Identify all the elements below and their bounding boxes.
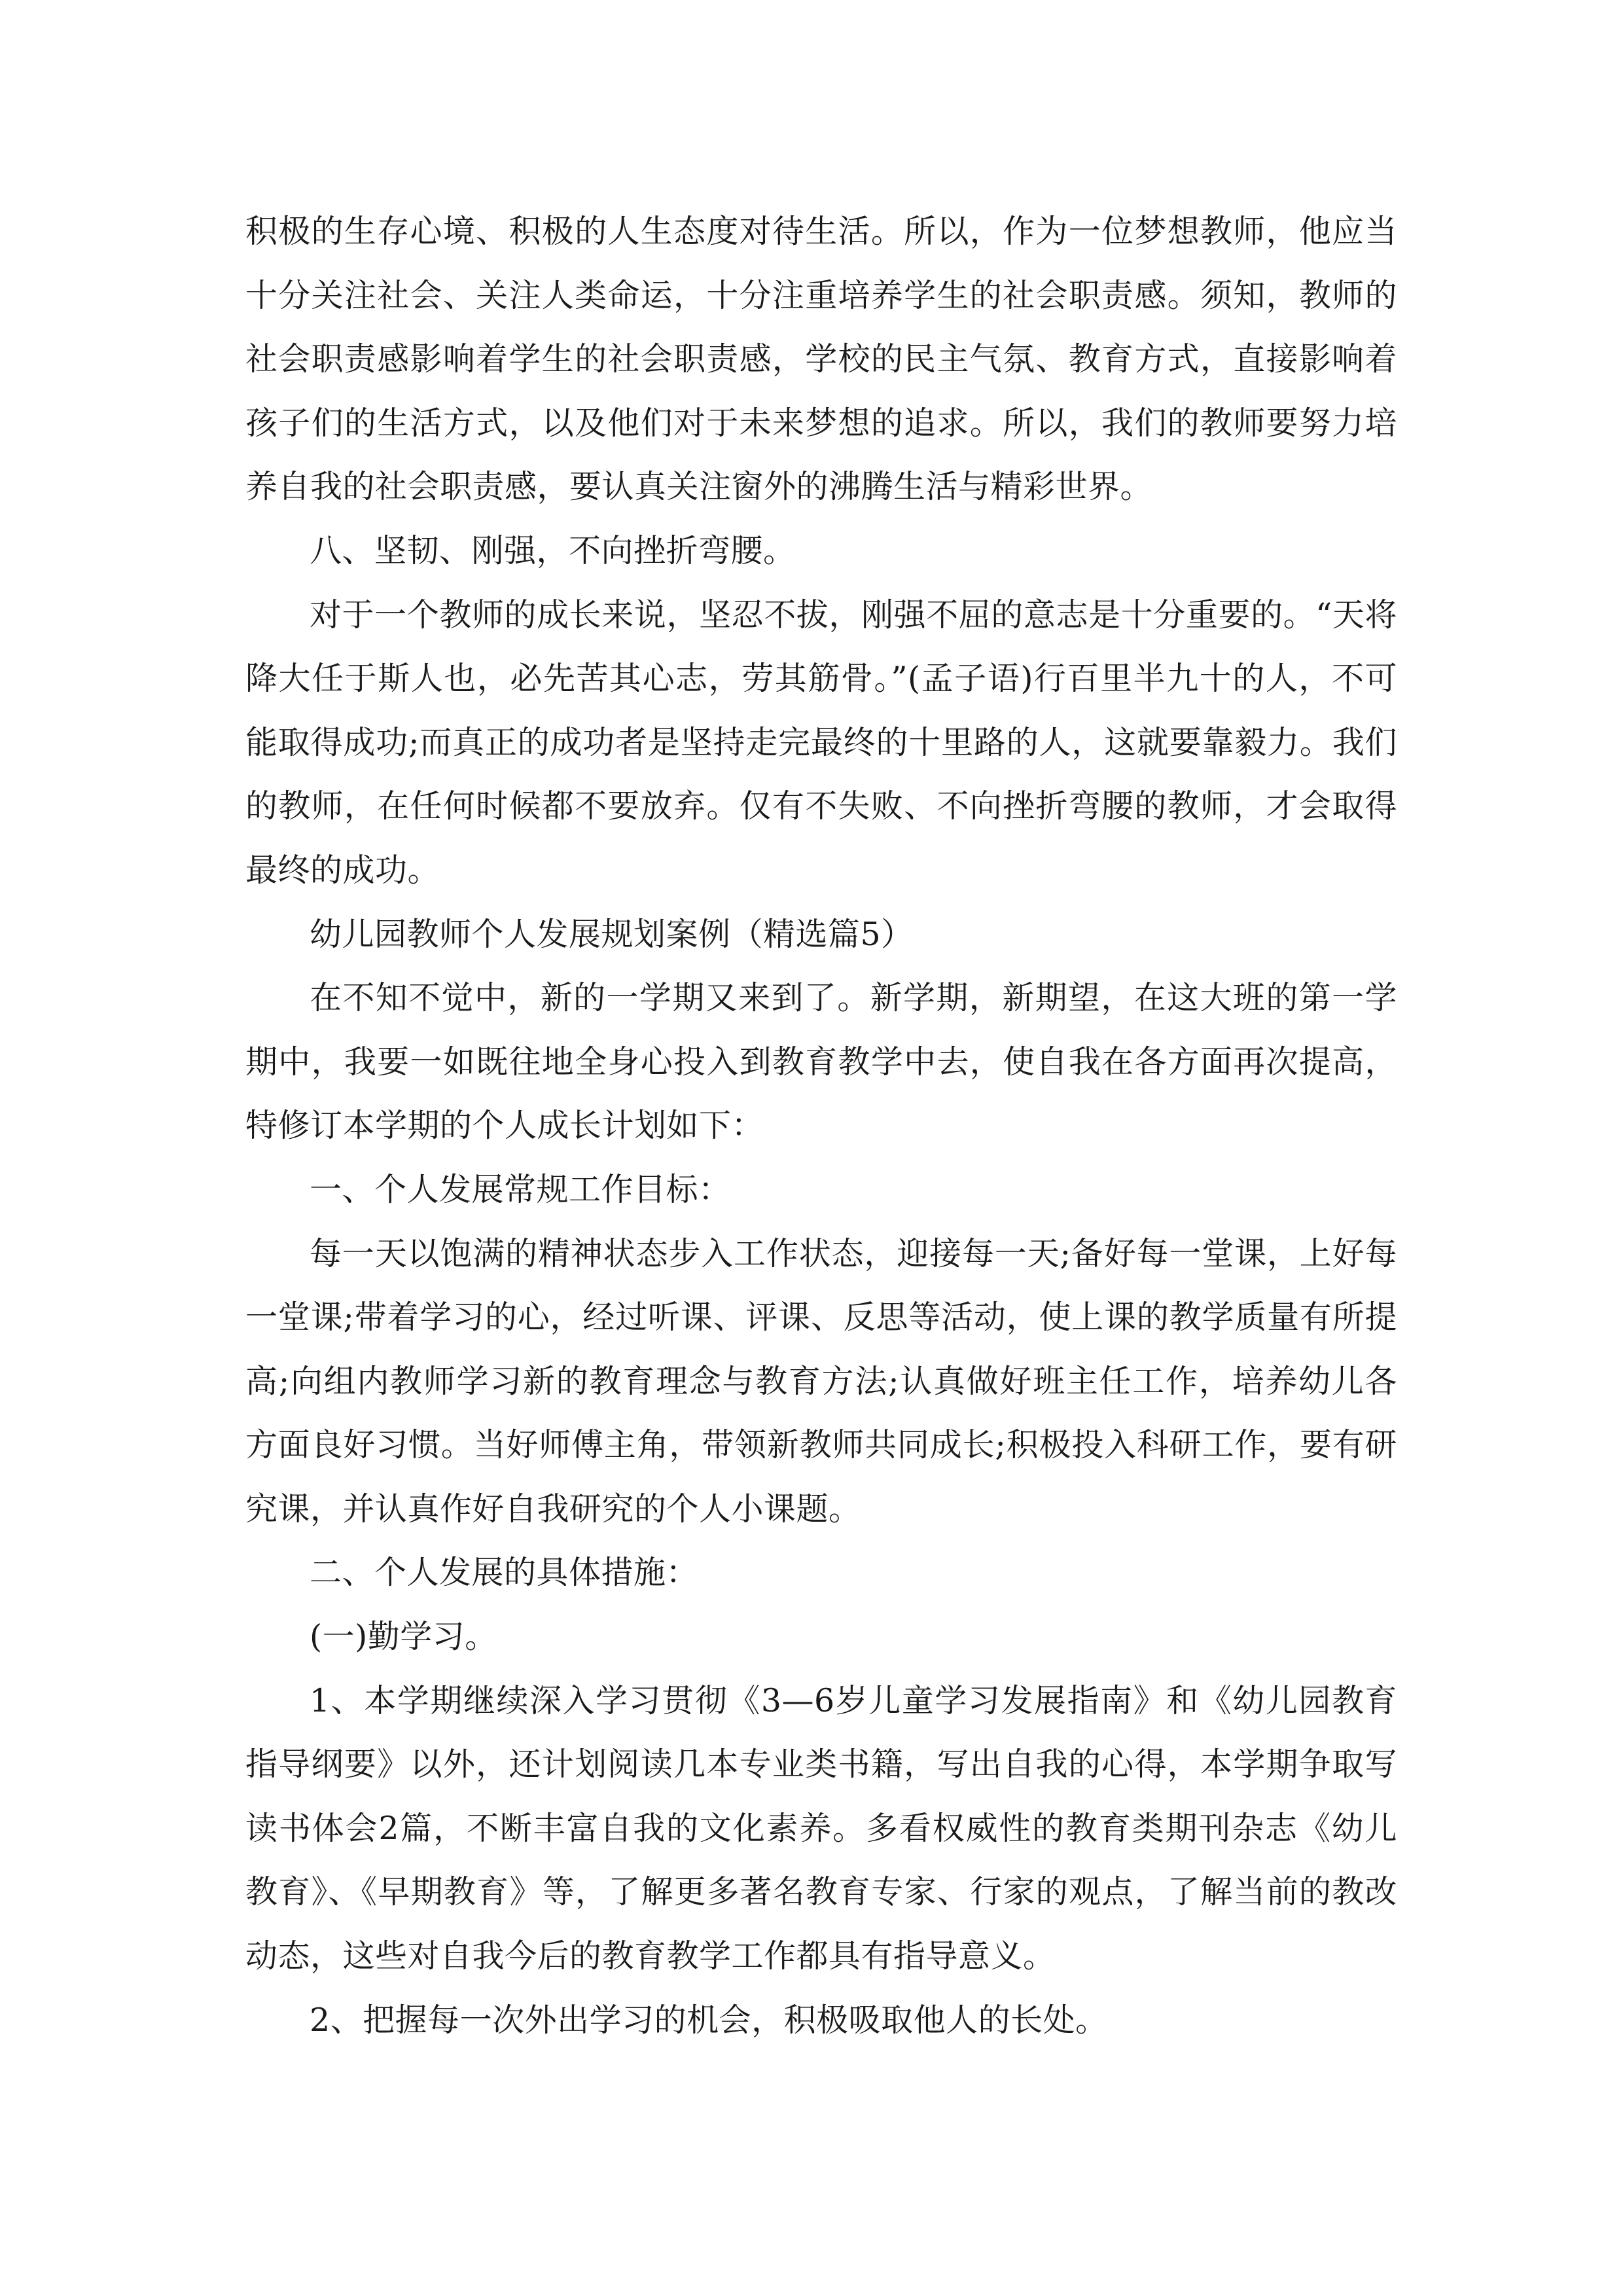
paragraph-study-plan: 1、本学期继续深入学习贯彻《3—6岁儿童学习发展指南》和《幼儿园教育指导纲要》以外，还计划阅读几本专业类书籍，写出自我的心得，本学期争取写读书体会2篇，不断丰富自我的文化素养。多看权威性的教育类期刊杂志《幼儿教育》、《早期教育》等，了解更多著名教育专家、行家的观点，了解当前的教改动态，这些对自我今后的教育教学工作都具有指导意义。 xyxy=(245,1681,1397,1975)
heading-specific-measures: 二、个人发展的具体措施： xyxy=(310,1554,699,1592)
paragraph-external-learning: 2、把握每一次外出学习的机会，积极吸取他人的长处。 xyxy=(310,2001,1108,2039)
heading-case-five: 幼儿园教师个人发展规划案例（精选篇5） xyxy=(310,915,914,953)
paragraph-social-responsibility: 积极的生存心境、积极的人生态度对待生活。所以，作为一位梦想教师，他应当十分关注社会、关注人类命运，十分注重培养学生的社会职责感。须知，教师的社会职责感影响着学生的社会职责感，学校的民主气氛、教育方式，直接影响着孩子们的生活方式，以及他们对于未来梦想的追求。所以，我们的教师要努力培养自我的社会职责感，要认真关注窗外的沸腾生活与精彩世界。 xyxy=(245,213,1397,506)
paragraph-new-semester: 在不知不觉中，新的一学期又来到了。新学期，新期望，在这大班的第一学期中，我要一如既往地全身心投入到教育教学中去，使自我在各方面再次提高，特修订本学期的个人成长计划如下： xyxy=(245,979,1397,1145)
heading-routine-goals: 一、个人发展常规工作目标： xyxy=(310,1170,731,1208)
document-body xyxy=(245,200,1397,2052)
paragraph-daily-work: 每一天以饱满的精神状态步入工作状态，迎接每一天;备好每一堂课，上好每一堂课;带着学习的心，经过听课、评课、反思等活动，使上课的教学质量有所提高;向组内教师学习新的教育理念与教育方法;认真做好班主任工作，培养幼儿各方面良好习惯。当好师傅主角，带领新教师共同成长;积极投入科研工作，要有研究课，并认真作好自我研究的个人小课题。 xyxy=(245,1234,1397,1528)
heading-study-diligently: (一)勤学习。 xyxy=(310,1618,497,1656)
heading-section-eight: 八、坚韧、刚强，不向挫折弯腰。 xyxy=(310,531,796,569)
paragraph-perseverance: 对于一个教师的成长来说，坚忍不拔，刚强不屈的意志是十分重要的。“天将降大任于斯人也，必先苦其心志，劳其筋骨。”(孟子语)行百里半九十的人，不可能取得成功;而真正的成功者是坚持走完最终的十里路的人，这就要靠毅力。我们的教师，在任何时候都不要放弃。仅有不失败、不向挫折弯腰的教师，才会取得最终的成功。 xyxy=(245,596,1397,889)
